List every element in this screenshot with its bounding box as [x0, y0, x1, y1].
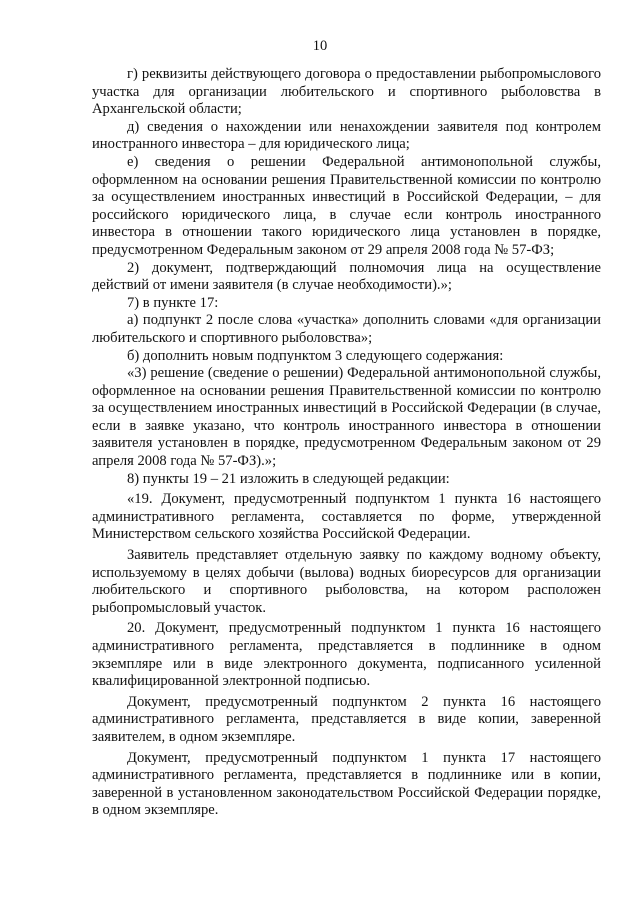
paragraph-applicant: Заявитель представляет отдельную заявку по каждому водному объекту, используемому в целях добычи (вылова) водных биоресурсов для организации любительского и спортивного рыболовства, на котором расположен рыбопромысловый участок. [92, 547, 601, 616]
paragraph-e: е) сведения о решении Федеральной антимонопольной службы, оформленном на основании решения Правительственной комиссии по контролю за осуществлением иностранных инвестиций в Российской Федерации, – для российского юридического лица, в случае если контроль иностранного инвестора в отношении такого юридического лица установлен в порядке, предусмотренном Федеральным законом от 29 апреля 2008 года № 57-ФЗ; [92, 153, 601, 258]
page-number: 10 [312, 38, 328, 54]
paragraph-20: 20. Документ, предусмотренный подпунктом 1 пункта 16 настоящего административного регламента, представляется в подлиннике в одном экземпляре или в виде электронного документа, подписанного усиленной квалифицированной электронной подписью. [92, 620, 601, 690]
paragraph-19: «19. Документ, предусмотренный подпунктом 1 пункта 16 настоящего административного регламента, составляется по форме, утвержденной Министерством сельского хозяйства Российской Федерации. [92, 491, 601, 543]
paragraph-g: г) реквизиты действующего договора о предоставлении рыбопромыслового участка для организации любительского и спортивного рыболовства в Архангельской области; [92, 66, 601, 118]
paragraph-item-8: 8) пункты 19 – 21 изложить в следующей редакции: [127, 470, 450, 487]
paragraph-a: а) подпункт 2 после слова «участка» дополнить словами «для организации любительского и спортивного рыболовства»; [92, 312, 601, 346]
paragraph-document-17: Документ, предусмотренный подпунктом 1 пункта 17 настоящего административного регламента, представляется в подлиннике или в копии, заверенной в установленном законодательством Российской Федерации порядке, в одном экземпляре. [92, 749, 601, 819]
paragraph-document-2: Документ, предусмотренный подпунктом 2 пункта 16 настоящего административного регламента, представляется в виде копии, заверенной заявителем, в одном экземпляре. [92, 693, 601, 745]
paragraph-b: б) дополнить новым подпунктом 3 следующего содержания: [127, 347, 504, 364]
paragraph-d: д) сведения о нахождении или ненахождении заявителя под контролем иностранного инвестора – для юридического лица; [92, 118, 601, 153]
paragraph-subitem-3: «3) решение (сведение о решении) Федеральной антимонопольной службы, оформленное на основании решения Правительственной комиссии по контролю за осуществлением иностранных инвестиций в Российской Федерации (в случае, если в заявке указано, что контроль иностранного инвестора в отношении заявителя установлен в порядке, предусмотренном Федеральным законом от 29 апреля 2008 года № 57-ФЗ).»; [92, 365, 601, 470]
paragraph-item-2: 2) документ, подтверждающий полномочия лица на осуществление действий от имени заявителя (в случае необходимости).»; [92, 259, 601, 294]
body-text [92, 66, 601, 820]
paragraph-item-7: 7) в пункте 17: [127, 294, 219, 311]
